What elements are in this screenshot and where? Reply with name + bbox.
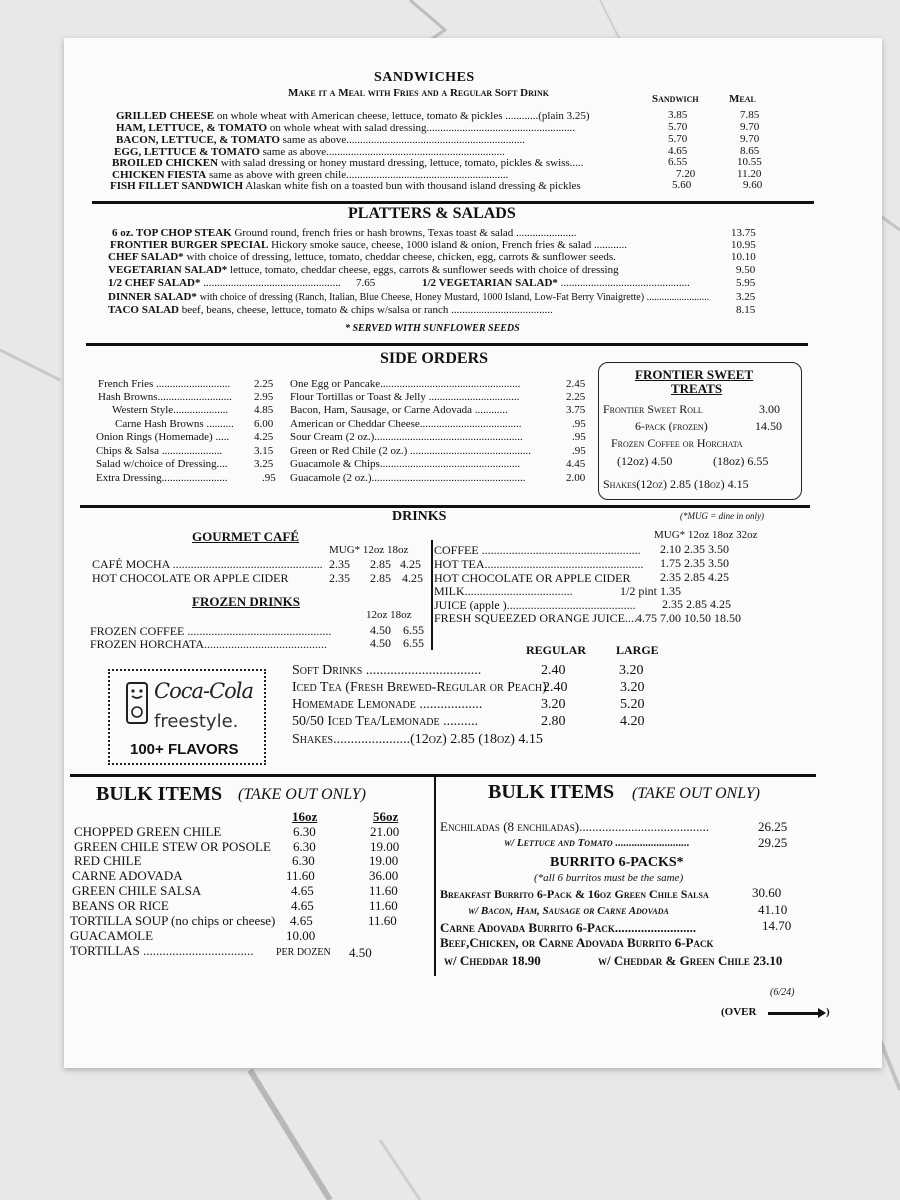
price: 10.10 — [731, 251, 756, 263]
cheddar-green-chile-option: w/ Cheddar & Green Chile 23.10 — [598, 953, 783, 968]
large-column-header: LARGE — [616, 643, 659, 657]
list-item: CHICKEN FIESTA same as above with green chile........................................................... — [112, 169, 509, 181]
sweet-treats-title-2: TREATS — [671, 381, 723, 396]
list-item: HOT CHOCOLATE OR APPLE CIDER — [92, 571, 289, 585]
price: 9.60 — [743, 179, 763, 191]
price: 11.60 — [368, 913, 397, 928]
bulk-left-title: BULK ITEMS — [96, 783, 223, 805]
price: 2.25 — [254, 378, 274, 390]
list-item: FISH FILLET SANDWICH Alaskan white fish on a toasted bun with thousand island dressing & pickles — [110, 180, 581, 192]
price: 41.10 — [758, 902, 788, 917]
list-item: Guacamole & Chips................................................... — [290, 458, 521, 470]
price: 9.70 — [740, 121, 760, 133]
price: 4.65 — [291, 883, 314, 898]
list-item: Homemade Lemonade .................. — [292, 697, 483, 712]
list-item: Green or Red Chile (2 oz.) ............................................ — [290, 445, 532, 457]
shakes-line: Shakes......................(12oz) 2.85 (18oz) 4.15 — [292, 732, 543, 747]
price: 7.20 — [676, 168, 696, 180]
price: .95 — [572, 431, 586, 443]
revision-date: (6/24) — [770, 987, 795, 998]
list-item: HOT TEA..................................................... — [434, 557, 644, 571]
price: 6.55 — [668, 156, 688, 168]
price: 3.20 — [620, 680, 645, 695]
list-item: VEGETARIAN SALAD* lettuce, tomato, cheddar cheese, eggs, carrots & sunflower seeds with choice of dressing — [108, 264, 619, 276]
price: 5.20 — [620, 697, 645, 712]
list-item: FRESH SQUEEZED ORANGE JUICE.... — [434, 611, 638, 625]
list-item: American or Cheddar Cheese..................................... — [290, 418, 522, 430]
price: .95 — [262, 472, 276, 484]
price: 2.40 — [541, 663, 566, 678]
56oz-header: 56oz — [373, 809, 399, 824]
price: 2.35 — [329, 571, 350, 585]
price: 2.85 — [370, 571, 391, 585]
list-item: TORTILLA SOUP (no chips or cheese) — [70, 913, 276, 928]
price: 36.00 — [369, 868, 399, 883]
list-item: FROZEN HORCHATA......................................... — [90, 637, 328, 651]
price: 4.65 — [290, 913, 313, 928]
price: 6.00 — [254, 418, 274, 430]
price: 4.65 — [668, 145, 688, 157]
price: 13.75 — [731, 227, 756, 239]
list-item: EGG, LETTUCE & TOMATO same as above................................................................. — [114, 146, 505, 158]
list-item: French Fries ........................... — [98, 378, 231, 390]
price: 4.85 — [254, 404, 274, 416]
price: 8.15 — [736, 304, 756, 316]
bulk-right-title: BULK ITEMS — [488, 781, 615, 803]
price: 4.25 — [254, 431, 274, 443]
list-item: DINNER SALAD* with choice of dressing (Ranch, Italian, Blue Cheese, Honey Mustard, 1000 Island, Low-Fat Berry Vinaigrette) ......................... — [108, 291, 710, 303]
price: 4.20 — [620, 714, 645, 729]
platters-title: PLATTERS & SALADS — [348, 205, 516, 222]
list-item: Iced Tea (Fresh Brewed-Regular or Peach) — [292, 680, 547, 695]
freestyle-text: freestyle. — [154, 711, 239, 732]
over-close: ) — [826, 1006, 830, 1018]
price: 11.60 — [369, 883, 398, 898]
list-item: Carne Hash Browns .......... — [115, 418, 234, 430]
side-orders-title: SIDE ORDERS — [380, 350, 489, 367]
price: 5.60 — [672, 179, 692, 191]
sandwiches-subtitle: Make it a Meal with Fries and a Regular Soft Drink — [288, 87, 550, 99]
price: 14.50 — [755, 419, 782, 433]
list-item: GREEN CHILE STEW OR POSOLE — [74, 839, 271, 854]
price: 10.95 — [731, 239, 756, 251]
price: 3.20 — [619, 663, 644, 678]
price: 29.25 — [758, 835, 788, 850]
beef-chicken-burrito-item: Beef,Chicken, or Carne Adovada Burrito 6-Pack — [440, 935, 714, 950]
six-pack: 6-pack (frozen) — [635, 419, 708, 433]
price: 19.00 — [370, 839, 400, 854]
divider — [86, 343, 808, 346]
price: 5.70 — [668, 133, 688, 145]
meal-column-header: Meal — [729, 93, 756, 105]
price: 11.60 — [286, 868, 315, 883]
price: .95 — [572, 445, 586, 457]
list-item: One Egg or Pancake................................................... — [290, 378, 521, 390]
price: 11.60 — [369, 898, 398, 913]
list-item: Sour Cream (2 oz.)...................................................... — [290, 431, 523, 443]
divider — [80, 505, 810, 508]
carne-burrito-item: Carne Adovada Burrito 6-Pack......................... — [440, 920, 697, 935]
divider — [70, 774, 816, 777]
price: 26.25 — [758, 819, 788, 834]
frozen-header: 12oz 18oz — [366, 609, 412, 621]
price: 1.75 2.35 3.50 — [660, 556, 729, 570]
price: 8.65 — [740, 145, 760, 157]
drinks-title: DRINKS — [392, 509, 447, 524]
coca-cola-freestyle-logo — [108, 669, 266, 765]
price: 2.85 — [370, 557, 391, 571]
over-label: (OVER — [721, 1006, 757, 1018]
price: 9.50 — [736, 264, 756, 276]
gourmet-cafe-title: GOURMET CAFÉ — [192, 529, 300, 544]
price: 6.55 — [403, 623, 424, 637]
price: 4.25 — [400, 557, 421, 571]
list-item: Bacon, Ham, Sausage, or Carne Adovada ............ — [290, 404, 508, 416]
price: 4.45 — [566, 458, 586, 470]
list-item: FROZEN COFFEE ................................................ — [90, 624, 332, 638]
burrito-note: (*all 6 burritos must be the same) — [534, 872, 684, 884]
drinks-right-header: MUG* 12oz 18oz 32oz — [654, 529, 758, 541]
price: 4.50 — [370, 636, 391, 650]
cheddar-option: w/ Cheddar 18.90 — [444, 953, 541, 968]
list-item: COFFEE ..................................................... — [434, 543, 641, 557]
price: 4.75 7.00 10.50 18.50 — [636, 611, 741, 625]
freestyle-machine-icon — [124, 681, 150, 725]
price: 7.65 — [356, 277, 376, 289]
price: .95 — [572, 418, 586, 430]
list-item: Hash Browns........................... — [98, 391, 232, 403]
drinks-vertical-divider — [431, 540, 433, 650]
arrow-right-icon — [768, 1012, 820, 1015]
price: 6.30 — [293, 824, 316, 839]
16oz-header: 16oz — [292, 809, 318, 824]
price: 3.15 — [254, 445, 274, 457]
price: 11.20 — [737, 168, 762, 180]
price: 2.35 — [329, 557, 350, 571]
mug-note: (*MUG = dine in only) — [680, 511, 765, 521]
list-item: CHEF SALAD* with choice of dressing, lettuce, tomato, cheddar cheese, chicken, egg, carrots & sunflower seeds. — [108, 251, 616, 263]
price: (18oz) 6.55 — [713, 454, 769, 468]
price: 2.95 — [254, 391, 274, 403]
price: 3.85 — [668, 109, 688, 121]
price: 4.50 — [349, 945, 372, 960]
platters-footnote: * SERVED WITH SUNFLOWER SEEDS — [345, 323, 520, 334]
list-item: FRONTIER BURGER SPECIAL Hickory smoke sauce, cheese, 1000 island & onion, French fries & salad ............ — [110, 239, 627, 251]
price: 4.25 — [402, 571, 423, 585]
gourmet-header: MUG* 12oz 18oz — [329, 544, 409, 556]
price: 10.00 — [286, 928, 316, 943]
list-item: Salad w/choice of Dressing.... — [96, 458, 228, 470]
bacon-burrito-item: w/ Bacon, Ham, Sausage or Carne Adovada — [468, 905, 669, 917]
list-item: HAM, LETTUCE, & TOMATO on whole wheat with salad dressing...................................................... — [116, 122, 576, 134]
list-item: BEANS OR RICE — [72, 898, 169, 913]
list-item: Soft Drinks ................................. — [292, 663, 482, 678]
breakfast-burrito-item: Breakfast Burrito 6-Pack & 16oz Green Chile Salsa — [440, 887, 709, 901]
price: 21.00 — [370, 824, 400, 839]
price: 7.85 — [740, 109, 760, 121]
price: 3.25 — [254, 458, 274, 470]
price: 2.40 — [543, 680, 568, 695]
burrito-packs-title: BURRITO 6-PACKS* — [550, 855, 684, 870]
price: 3.25 — [736, 291, 756, 303]
list-item: GRILLED CHEESE on whole wheat with American cheese, lettuce, tomato & pickles ............(plain 3.25) — [116, 110, 590, 122]
price: 6.55 — [403, 636, 424, 650]
list-item: CHOPPED GREEN CHILE — [74, 824, 222, 839]
sweet-roll: Frontier Sweet Roll — [603, 402, 703, 416]
price: 2.35 2.85 4.25 — [662, 597, 731, 611]
price: 2.45 — [566, 378, 586, 390]
price: 1/2 pint 1.35 — [620, 584, 682, 598]
list-item: GUACAMOLE — [70, 928, 154, 943]
list-item: 50/50 Iced Tea/Lemonade .......... — [292, 714, 479, 729]
lettuce-item: w/ Lettuce and Tomato ........................... — [504, 837, 690, 849]
bulk-vertical-divider — [434, 776, 436, 976]
list-item: Chips & Salsa ...................... — [96, 445, 223, 457]
price: 19.00 — [369, 853, 399, 868]
list-item: Guacamole (2 oz.)........................................................ — [290, 472, 526, 484]
list-item: TACO SALAD beef, beans, cheese, lettuce, tomato & chips w/salsa or ranch ..................................... — [108, 304, 553, 316]
sweet-treats-box — [598, 362, 802, 500]
regular-column-header: REGULAR — [526, 643, 587, 657]
flavors-text: 100+ FLAVORS — [130, 741, 239, 758]
price: 2.25 — [566, 391, 586, 403]
coca-cola-brand: Coca-Cola — [154, 679, 254, 703]
price: 3.20 — [541, 697, 566, 712]
list-item: 1/2 CHEF SALAD* .................................................. — [108, 277, 341, 289]
list-item: CARNE ADOVADA — [72, 868, 183, 883]
shakes: Shakes(12oz) 2.85 (18oz) 4.15 — [603, 477, 749, 491]
price: 30.60 — [752, 885, 782, 900]
list-item: Flour Tortillas or Toast & Jelly ................................. — [290, 391, 520, 403]
sweet-treats-title: FRONTIER SWEET — [635, 367, 754, 382]
price: 2.00 — [566, 472, 586, 484]
price: 2.80 — [541, 714, 566, 729]
price: 10.55 — [737, 156, 762, 168]
per-dozen: PER DOZEN — [276, 947, 331, 958]
list-item: GREEN CHILE SALSA — [72, 883, 202, 898]
price: 6.30 — [293, 839, 316, 854]
bulk-left-subtitle: (TAKE OUT ONLY) — [238, 786, 367, 803]
frozen-drinks-title: FROZEN DRINKS — [192, 594, 300, 609]
list-item: 1/2 VEGETARIAN SALAD* ............................................... — [422, 277, 690, 289]
price: 4.50 — [370, 623, 391, 637]
list-item: Onion Rings (Homemade) ..... — [96, 431, 230, 443]
price: 2.10 2.35 3.50 — [660, 542, 729, 556]
frozen-coffee-horchata: Frozen Coffee or Horchata — [611, 436, 743, 450]
list-item: BACON, LETTUCE, & TOMATO same as above................................................................. — [116, 134, 525, 146]
price: 5.95 — [736, 277, 756, 289]
price: 14.70 — [762, 918, 792, 933]
enchiladas-item: Enchiladas (8 enchiladas)........................................ — [440, 819, 710, 834]
list-item: 6 oz. TOP CHOP STEAK Ground round, french fries or hash browns, Texas toast & salad ...................... — [112, 227, 577, 239]
bulk-right-subtitle: (TAKE OUT ONLY) — [632, 785, 761, 802]
price: 3.75 — [566, 404, 586, 416]
price: 6.30 — [292, 853, 315, 868]
sandwich-column-header: Sandwich — [652, 93, 699, 105]
sandwiches-title: SANDWICHES — [374, 70, 475, 85]
list-item: CAFÉ MOCHA .................................................. — [92, 557, 323, 571]
list-item: MILK.................................... — [434, 584, 573, 598]
list-item: Western Style.................... — [112, 404, 229, 416]
list-item: JUICE (apple )........................................... — [434, 598, 636, 612]
divider — [92, 201, 814, 204]
price: 3.00 — [759, 402, 780, 416]
list-item: BROILED CHICKEN with salad dressing or honey mustard dressing, lettuce, tomato, pickles & swiss..... — [112, 157, 584, 169]
price: (12oz) 4.50 — [617, 454, 673, 468]
price: 4.65 — [291, 898, 314, 913]
list-item: HOT CHOCOLATE OR APPLE CIDER — [434, 571, 631, 585]
list-item: RED CHILE — [74, 853, 142, 868]
price: 9.70 — [740, 133, 760, 145]
price: 2.35 2.85 4.25 — [660, 570, 729, 584]
list-item: Extra Dressing........................ — [96, 472, 228, 484]
price: 5.70 — [668, 121, 688, 133]
tortillas-item: TORTILLAS .................................. — [70, 943, 254, 958]
